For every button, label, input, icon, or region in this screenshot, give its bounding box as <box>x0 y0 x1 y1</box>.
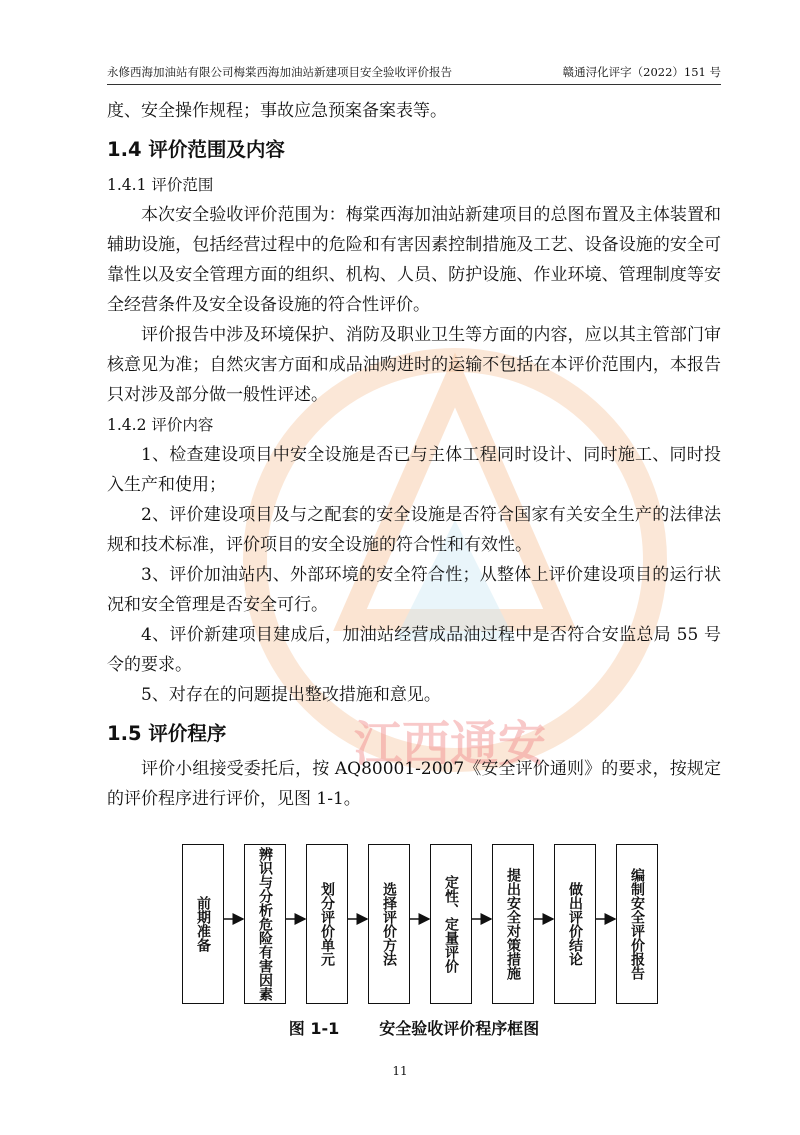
section-heading-1-5: 1.5 评价程序 <box>107 722 227 745</box>
flow-step-label: 编制安全评价报告 <box>629 868 645 980</box>
scope-paragraph-2: 评价报告中涉及环境保护、消防及职业卫生等方面的内容，应以其主管部门审核意见为准；自然灾害方面和成品油购进时的运输不包括在本评价范围内，本报告只对涉及部分做一般性评述。 <box>107 325 721 405</box>
flow-step-2 <box>244 844 286 1004</box>
intro-paragraph: 度、安全操作规程；事故应急预案备案表等。 <box>107 101 447 121</box>
page-header <box>107 64 721 85</box>
content-item-3: 3、评价加油站内、外部环境的安全符合性；从整体上评价建设项目的运行状况和安全管理是否安全可行。 <box>107 565 721 615</box>
procedure-flowchart <box>182 844 662 1004</box>
content-item-4: 4、评价新建项目建成后，加油站经营成品油过程中是否符合安监总局 55 号令的要求。 <box>107 625 721 675</box>
page-number: 11 <box>392 1064 408 1078</box>
figure-label: 图 1-1 <box>288 1019 340 1038</box>
flow-step-label: 提出安全对策措施 <box>505 868 521 980</box>
figure-title: 安全验收评价程序框图 <box>379 1019 540 1038</box>
flow-step-8 <box>616 844 658 1004</box>
header-left: 永修西海加油站有限公司梅棠西海加油站新建项目安全验收评价报告 <box>107 65 452 79</box>
header-right: 赣通浔化评字（2022）151 号 <box>562 65 721 79</box>
flow-step-5 <box>430 844 472 1004</box>
content-item-5: 5、对存在的问题提出整改措施和意见。 <box>141 685 441 705</box>
flow-step-label: 划分评价单元 <box>319 882 335 966</box>
document-body <box>107 96 721 814</box>
flow-step-6 <box>492 844 534 1004</box>
figure-caption <box>107 1016 721 1039</box>
content-item-2: 2、评价建设项目及与之配套的安全设施是否符合国家有关安全生产的法律法规和技术标准，评价项目的安全设施的符合性和有效性。 <box>107 505 721 555</box>
scope-paragraph-1: 本次安全验收评价范围为：梅棠西海加油站新建项目的总图布置及主体装置和辅助设施，包括经营过程中的危险和有害因素控制措施及工艺、设备设施的安全可靠性以及安全管理方面的组织、机构、人员、防护设施、作业环境、管理制度等安全经营条件及安全设备设施的符合性评价。 <box>107 205 721 315</box>
subsection-heading-1-4-2: 1.4.2 评价内容 <box>107 416 214 434</box>
flow-step-label: 前期准备 <box>195 896 211 952</box>
section-heading-1-4: 1.4 评价范围及内容 <box>107 138 285 161</box>
flow-step-1 <box>182 844 224 1004</box>
flow-step-label: 选择评价方法 <box>381 882 397 966</box>
flow-step-label: 做出评价结论 <box>567 882 583 966</box>
flow-step-label: 定性、定量评价 <box>443 875 459 973</box>
flow-step-7 <box>554 844 596 1004</box>
flow-step-3 <box>306 844 348 1004</box>
subsection-heading-1-4-1: 1.4.1 评价范围 <box>107 176 214 194</box>
watermark-center-text: 江西通安 <box>353 716 547 772</box>
content-item-1: 1、检查建设项目中安全设施是否已与主体工程同时设计、同时施工、同时投入生产和使用； <box>107 445 721 495</box>
flow-step-label: 辨识与分析危险有害因素 <box>257 847 273 1001</box>
procedure-paragraph: 评价小组接受委托后，按 AQ80001-2007《安全评价通则》的要求，按规定的评价程序进行评价，见图 1-1。 <box>107 759 721 809</box>
flow-step-4 <box>368 844 410 1004</box>
